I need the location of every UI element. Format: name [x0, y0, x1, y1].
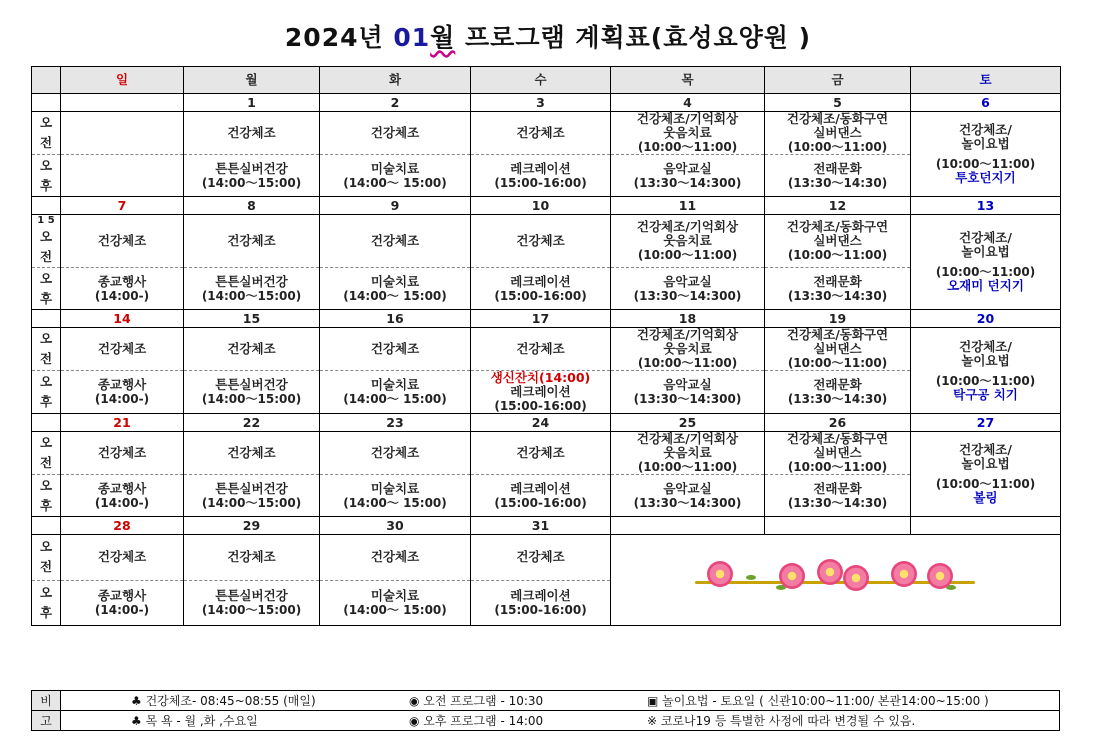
weekday-am [471, 215, 611, 268]
sat-block [911, 112, 1061, 197]
activity: 건강체조/기억회상 [636, 111, 739, 126]
activity: 건강체조 [97, 549, 147, 565]
activity: 건강체조/기억회상 [636, 327, 739, 342]
activity: 실버댄스 [813, 445, 862, 460]
time: (15:00-16:00) [494, 495, 587, 510]
am-label-bottom: 전 [39, 135, 53, 150]
pm-label-bottom: 후 [39, 497, 53, 513]
date-cell: 10 [471, 197, 611, 215]
sat-game: 투호던지기 [955, 170, 1016, 185]
thu-am [611, 432, 765, 475]
am-label-top: 오 [39, 435, 53, 450]
date-cell: 15 [184, 310, 320, 328]
wed-pm [471, 475, 611, 517]
time: (14:00～ 15:00) [343, 392, 447, 406]
activity: 건강체조 [97, 341, 147, 356]
note-covid: ※ 코로나19 등 특별한 사정에 따라 변경될 수 있음. [643, 711, 1060, 731]
activity: 건강체조 [97, 233, 147, 248]
am-label-top: 오 [39, 539, 53, 555]
flower-icon [891, 561, 917, 587]
weekday-thu: 목 [611, 67, 765, 94]
time: (10:00～11:00) [637, 356, 738, 370]
pm-label [32, 268, 61, 310]
mon-pm [184, 580, 320, 626]
activity: 건강체조 [227, 233, 276, 248]
am-label [32, 432, 61, 475]
activity: 놀이요법 [961, 352, 1010, 368]
activity: 웃음치료 [663, 341, 712, 356]
activity: 건강체조 [227, 341, 276, 356]
date-cell: 6 [911, 94, 1061, 112]
weekday-am [184, 535, 320, 581]
activity: 건강체조 [370, 233, 420, 248]
date-row [32, 414, 1061, 432]
date-row [32, 94, 1061, 112]
activity: 종교행사 [97, 480, 147, 496]
calendar-table [31, 66, 1061, 626]
activity: 음악교실 [663, 480, 712, 496]
weekday-header-row [32, 67, 1061, 94]
date-cell: 23 [320, 414, 471, 432]
time: (10:00～11:00) [787, 140, 888, 154]
weekday-am [320, 215, 471, 268]
activity: 건강체조 [227, 445, 276, 460]
activity: 건강체조/기억회상 [636, 219, 739, 234]
activity: 건강체조 [370, 445, 420, 460]
am-row [32, 432, 1061, 475]
date-cell: 11 [611, 197, 765, 215]
activity: 미술치료 [370, 587, 420, 603]
thu-pm [611, 268, 765, 310]
time: (14:00-) [94, 392, 150, 406]
activity: 튼튼실버건강 [215, 160, 288, 176]
event-label: 생신잔치(14:00) [490, 370, 591, 385]
activity: 놀이요법 [961, 244, 1010, 259]
date-cell: 29 [184, 517, 320, 535]
sat-block [911, 328, 1061, 414]
sun-pm [61, 155, 184, 197]
mon-pm [184, 268, 320, 310]
activity: 전래문화 [813, 377, 862, 392]
am-row [32, 112, 1061, 155]
mon-pm [184, 155, 320, 197]
date-cell [611, 517, 765, 535]
date-cell: 19 [765, 310, 911, 328]
activity: 실버댄스 [813, 125, 862, 140]
thu-am [611, 215, 765, 268]
time: (13:30～14:30) [787, 288, 888, 303]
fri-am [765, 112, 911, 155]
time: (10:00～11:00) [787, 356, 888, 370]
time: (13:30～14:300) [633, 288, 742, 303]
sat-block [911, 432, 1061, 517]
date-row [32, 517, 1061, 535]
am-label-bottom: 전 [39, 351, 53, 366]
fri-pm [765, 155, 911, 197]
activity: 건강체조 [516, 341, 565, 356]
date-cell: 18 [611, 310, 765, 328]
pm-label-top: 오 [39, 477, 53, 493]
time: (14:00～15:00) [201, 392, 302, 406]
pm-label-top: 오 [39, 270, 53, 286]
weekday-am [471, 328, 611, 371]
activity: 건강체조 [516, 125, 565, 140]
time: (15:00-16:00) [494, 288, 587, 303]
note-exercise: ♣ 건강체조- 08:45~08:55 (매일) [61, 691, 406, 711]
am-label-top: 오 [39, 229, 53, 244]
activity: 건강체조/ [959, 122, 1012, 137]
fri-pm [765, 268, 911, 310]
sun-am [61, 535, 184, 581]
activity: 음악교실 [663, 273, 712, 289]
activity: 건강체조/동화구연 [786, 327, 889, 342]
activity: 튼튼실버건강 [215, 273, 288, 289]
date-corner [32, 197, 61, 215]
date-row [32, 310, 1061, 328]
pm-label-bottom: 후 [39, 394, 53, 409]
time: (14:00～15:00) [201, 602, 302, 617]
pm-label [32, 371, 61, 414]
note-pm-program: ◉ 오후 프로그램 - 14:00 [405, 711, 643, 731]
activity: 건강체조/기억회상 [636, 431, 739, 446]
am-label [32, 215, 61, 268]
activity: 음악교실 [663, 160, 712, 176]
activity: 레크레이션 [510, 384, 571, 399]
weekday-wed: 수 [471, 67, 611, 94]
sun-pm [61, 475, 184, 517]
date-cell: 14 [61, 310, 184, 328]
flower-icon [779, 563, 805, 589]
pm-row [32, 268, 1061, 310]
sun-am [61, 112, 184, 155]
weekday-am [184, 328, 320, 371]
am-label-bottom: 전 [39, 455, 53, 470]
pm-label [32, 155, 61, 197]
activity: 건강체조 [516, 445, 565, 460]
weekday-am [471, 112, 611, 155]
notes-table [31, 690, 1060, 731]
pm-label-top: 오 [39, 157, 53, 173]
time: (15:00-16:00) [494, 399, 587, 413]
activity: 건강체조/동화구연 [786, 111, 889, 126]
date-corner [32, 517, 61, 535]
pm-label [32, 580, 61, 626]
date-cell [765, 517, 911, 535]
sun-pm [61, 580, 184, 626]
date-cell: 21 [61, 414, 184, 432]
activity: 전래문화 [813, 273, 862, 289]
am-label-top: 오 [39, 115, 53, 130]
time: (14:00～ 15:00) [343, 602, 447, 617]
thu-pm [611, 371, 765, 414]
am-label-bottom: 전 [39, 249, 53, 264]
activity: 종교행사 [97, 273, 147, 289]
thu-pm [611, 475, 765, 517]
fri-am [765, 328, 911, 371]
flower-icon [927, 563, 953, 589]
mon-pm [184, 371, 320, 414]
time: (10:00～11:00) [935, 373, 1036, 388]
activity: 건강체조 [370, 549, 420, 565]
time: (14:00～ 15:00) [343, 495, 447, 510]
weekday-am [320, 432, 471, 475]
flower-icon [843, 565, 869, 591]
am-label [32, 535, 61, 581]
weekday-fri: 금 [765, 67, 911, 94]
activity: 전래문화 [813, 160, 862, 176]
activity: 건강체조/ [959, 442, 1012, 457]
time: (10:00～11:00) [787, 460, 888, 474]
note-bath: ♣ 목 욕 - 월 ,화 ,수요일 [61, 711, 406, 731]
tue-pm [320, 155, 471, 197]
pm-row [32, 155, 1061, 197]
activity: 레크레이션 [510, 480, 571, 496]
weekday-am [471, 432, 611, 475]
date-cell: 28 [61, 517, 184, 535]
sun-pm [61, 371, 184, 414]
time: (14:00-) [94, 495, 150, 510]
weekday-am [184, 112, 320, 155]
activity: 건강체조 [227, 125, 276, 140]
date-cell: 22 [184, 414, 320, 432]
am-label [32, 112, 61, 155]
activity: 튼튼실버건강 [215, 587, 288, 603]
time: (13:30～14:300) [633, 175, 742, 190]
weekday-am [184, 432, 320, 475]
notes-label-1: 비 [32, 691, 61, 711]
time: (10:00～11:00) [935, 157, 1036, 171]
pm-row [32, 475, 1061, 517]
pm-label [32, 475, 61, 517]
pm-label-bottom: 후 [39, 290, 53, 306]
activity: 레크레이션 [510, 587, 571, 603]
date-cell: 8 [184, 197, 320, 215]
pm-row [32, 371, 1061, 414]
pm-label-top: 오 [39, 584, 53, 600]
wed-pm [471, 268, 611, 310]
title-year: 2024년 [284, 23, 384, 52]
title-month-suffix: 월 [430, 23, 456, 52]
date-cell: 27 [911, 414, 1061, 432]
date-cell: 24 [471, 414, 611, 432]
time: (15:00-16:00) [494, 602, 587, 617]
weekday-am [471, 535, 611, 581]
fri-am [765, 432, 911, 475]
fri-am [765, 215, 911, 268]
wed-pm [471, 580, 611, 626]
header-corner [32, 67, 61, 94]
time: (15:00-16:00) [494, 175, 587, 190]
activity: 종교행사 [97, 377, 147, 392]
activity: 튼튼실버건강 [215, 377, 288, 392]
tue-pm [320, 268, 471, 310]
sat-game: 탁구공 치기 [953, 386, 1018, 402]
activity: 전래문화 [813, 480, 862, 496]
sat-block [911, 215, 1061, 310]
date-cell: 9 [320, 197, 471, 215]
date-cell [61, 94, 184, 112]
weekday-am [320, 112, 471, 155]
time: (10:00～11:00) [935, 477, 1036, 491]
time: (14:00～ 15:00) [343, 288, 447, 303]
activity: 레크레이션 [510, 160, 571, 176]
date-cell: 20 [911, 310, 1061, 328]
time: (10:00～11:00) [637, 460, 738, 474]
time: (10:00～11:00) [787, 248, 888, 262]
sun-am [61, 432, 184, 475]
mon-pm [184, 475, 320, 517]
title-rest: 프로그램 계획표(효성요양원 ) [465, 23, 812, 52]
time: (13:30～14:30) [787, 495, 888, 510]
date-cell: 30 [320, 517, 471, 535]
time: (10:00～11:00) [637, 140, 738, 154]
time: (13:30～14:300) [633, 392, 742, 406]
time: (13:30～14:300) [633, 495, 742, 510]
sun-am [61, 328, 184, 371]
weekday-tue: 화 [320, 67, 471, 94]
activity: 미술치료 [370, 160, 420, 176]
am-row [32, 535, 1061, 581]
tue-pm [320, 371, 471, 414]
date-cell: 3 [471, 94, 611, 112]
date-cell: 2 [320, 94, 471, 112]
note-am-program: ◉ 오전 프로그램 - 10:30 [405, 691, 643, 711]
activity: 놀이요법 [961, 136, 1010, 151]
sun-pm [61, 268, 184, 310]
flower-icon [707, 561, 733, 587]
flower-icon [817, 559, 843, 585]
activity: 실버댄스 [813, 233, 862, 248]
weekday-sat: 토 [911, 67, 1061, 94]
thu-am [611, 112, 765, 155]
notes-label-2: 고 [32, 711, 61, 731]
time: (10:00～11:00) [637, 248, 738, 262]
time: (13:30～14:30) [787, 392, 888, 406]
time: (14:00～15:00) [201, 288, 302, 303]
activity: 건강체조 [516, 233, 565, 248]
tue-pm [320, 475, 471, 517]
date-cell: 26 [765, 414, 911, 432]
date-corner [32, 414, 61, 432]
week-prefix: 1 5 [37, 215, 55, 226]
flower-decoration [611, 535, 1060, 625]
thu-pm [611, 155, 765, 197]
weekday-am [320, 535, 471, 581]
fri-pm [765, 475, 911, 517]
am-row [32, 215, 1061, 268]
am-label-top: 오 [39, 331, 53, 346]
activity: 미술치료 [370, 273, 420, 289]
weekday-sun: 일 [61, 67, 184, 94]
date-cell: 17 [471, 310, 611, 328]
time: (14:00～15:00) [201, 175, 302, 190]
date-corner [32, 310, 61, 328]
activity: 건강체조/동화구연 [786, 431, 889, 446]
thu-am [611, 328, 765, 371]
activity: 튼튼실버건강 [215, 480, 288, 496]
weekday-am [184, 215, 320, 268]
activity: 웃음치료 [663, 445, 712, 460]
activity: 종교행사 [97, 587, 147, 603]
date-cell: 4 [611, 94, 765, 112]
date-cell: 5 [765, 94, 911, 112]
activity: 건강체조 [227, 549, 276, 565]
wed-pm [471, 155, 611, 197]
weekday-mon: 월 [184, 67, 320, 94]
activity: 건강체조 [370, 341, 420, 356]
tue-pm [320, 580, 471, 626]
time: (13:30～14:30) [787, 175, 888, 190]
activity: 미술치료 [370, 480, 420, 496]
title-month: 01 [393, 23, 431, 52]
sat-game: 오재미 던지기 [947, 278, 1024, 293]
weekday-am [320, 328, 471, 371]
time: (14:00～ 15:00) [343, 175, 447, 190]
date-corner [32, 94, 61, 112]
activity: 건강체조 [97, 445, 147, 460]
date-cell: 1 [184, 94, 320, 112]
time: (14:00-) [94, 602, 150, 617]
activity: 웃음치료 [663, 125, 712, 140]
date-row [32, 197, 1061, 215]
date-cell [911, 517, 1061, 535]
time: (10:00～11:00) [935, 265, 1036, 279]
activity: 건강체조 [370, 125, 420, 140]
fri-pm [765, 371, 911, 414]
date-cell: 13 [911, 197, 1061, 215]
note-play-therapy: ▣ 놀이요법 - 토요일 ( 신관10:00~11:00/ 본관14:00~15:00 ) [643, 691, 1060, 711]
am-row [32, 328, 1061, 371]
pm-label-bottom: 후 [39, 177, 53, 193]
pm-label-bottom: 후 [39, 604, 53, 620]
activity: 음악교실 [663, 377, 712, 392]
date-cell: 25 [611, 414, 765, 432]
time: (14:00～15:00) [201, 495, 302, 510]
pm-label-top: 오 [39, 374, 53, 389]
activity: 실버댄스 [813, 341, 862, 356]
wed-pm [471, 371, 611, 414]
activity: 건강체조/ [959, 338, 1012, 354]
activity: 건강체조/ [959, 230, 1012, 245]
activity: 건강체조/동화구연 [786, 219, 889, 234]
date-cell: 7 [61, 197, 184, 215]
am-label-bottom: 전 [39, 559, 53, 575]
activity: 미술치료 [370, 377, 420, 392]
page-title [0, 18, 1096, 54]
activity: 웃음치료 [663, 233, 712, 248]
sat-game: 볼링 [973, 490, 998, 505]
decoration-cell [611, 535, 1061, 626]
date-cell: 31 [471, 517, 611, 535]
am-label [32, 328, 61, 371]
sun-am [61, 215, 184, 268]
time: (14:00-) [94, 288, 150, 303]
activity: 건강체조 [516, 549, 565, 565]
activity: 놀이요법 [961, 456, 1010, 471]
date-cell: 16 [320, 310, 471, 328]
date-cell: 12 [765, 197, 911, 215]
activity: 레크레이션 [510, 273, 571, 289]
